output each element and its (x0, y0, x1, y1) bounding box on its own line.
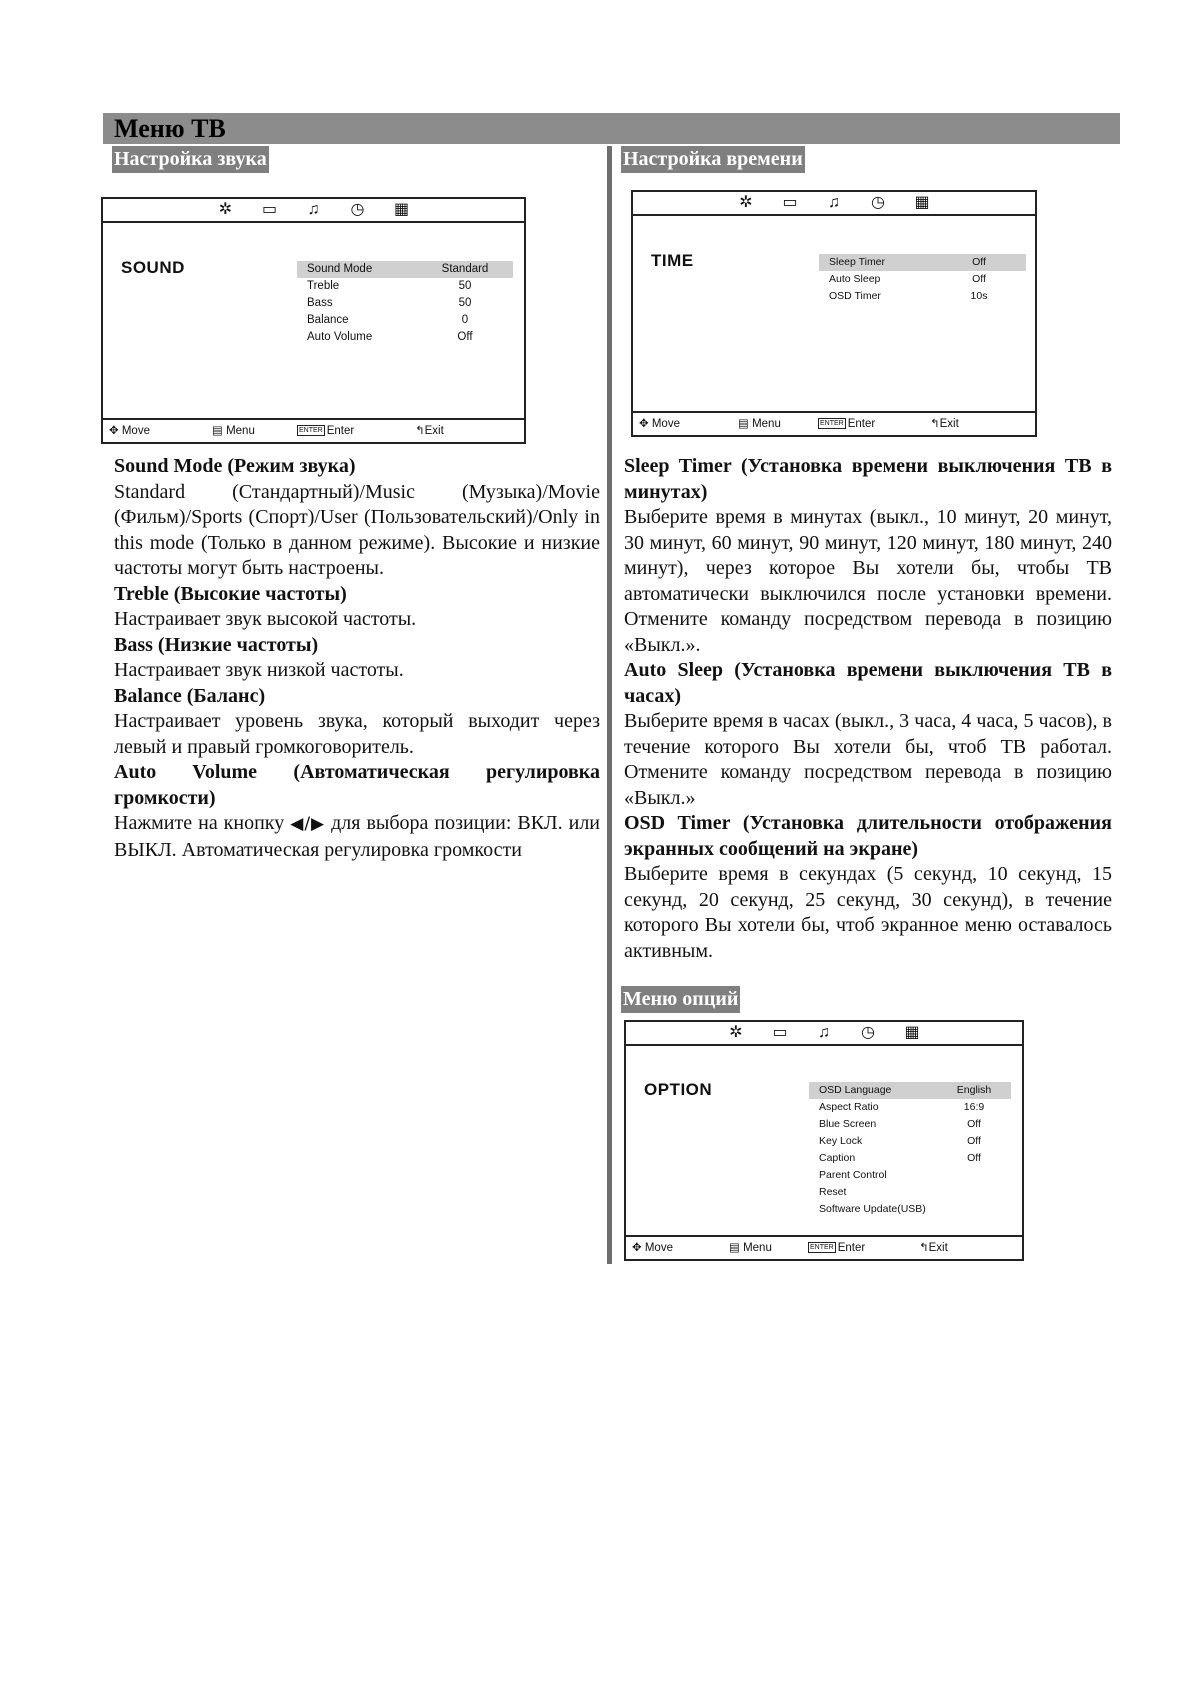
osd-timer-text: Выберите время в секундах (5 секунд, 10 секунд, 15 секунд, 20 секунд, 25 секунд, 30 секунд), в течение которого Вы хотели бы, чтоб экранное меню оставалось активным. (624, 863, 1112, 962)
music-note-icon[interactable]: ♫ (828, 194, 840, 211)
option-row[interactable] (297, 312, 513, 329)
option-value: Standard (441, 263, 489, 275)
move-arrows-icon: ✥ (639, 418, 649, 430)
option-list (819, 254, 1026, 305)
bass-heading: Bass (Низкие частоты) (114, 633, 319, 656)
grid-icon[interactable]: ▦ (914, 194, 930, 211)
enter-key-icon: ENTER (820, 420, 844, 428)
auto-volume-text-part1: Нажмите на кнопку (114, 812, 285, 834)
menu-icon: ▤ (212, 425, 223, 437)
option-name: Bass (307, 297, 333, 309)
sound-menu-screen (101, 197, 526, 444)
menu-hint (729, 1237, 772, 1259)
option-name: Balance (307, 314, 349, 326)
enter-hint (808, 1237, 865, 1259)
option-value: 50 (458, 297, 472, 309)
menu-label: Menu (752, 418, 781, 430)
section-label-option: Меню опций (621, 986, 740, 1013)
auto-volume-heading: Auto Volume (Автоматическая регулировка громкости) (114, 761, 600, 809)
column-divider (607, 146, 612, 1264)
option-name: Parent Control (819, 1169, 887, 1181)
move-arrows-icon: ✥ (109, 425, 119, 437)
option-row[interactable] (809, 1082, 1011, 1099)
menu-label: Menu (226, 425, 255, 437)
option-list (297, 261, 513, 346)
option-name: Aspect Ratio (819, 1101, 879, 1113)
balance-heading: Balance (Баланс) (114, 684, 266, 707)
sound-mode-text: Standard (Стандартный)/Music (Музыка)/Movie (Фильм)/Sports (Спорт)/User (Пользовательский)/Only in this mode (Только в данном режиме). Высокие и низкие частоты могут быть настроены. (114, 480, 600, 579)
section-label-sound: Настройка звука (112, 146, 269, 173)
move-hint (639, 413, 680, 435)
bass-text: Настраивает звук низкой частоты. (114, 659, 404, 681)
exit-label: Exit (424, 425, 444, 437)
option-value: Off (967, 1152, 981, 1164)
music-note-icon[interactable]: ♫ (818, 1024, 830, 1041)
sound-mode-heading: Sound Mode (Режим звука) (114, 455, 356, 477)
enter-key-icon: ENTER (299, 427, 323, 435)
exit-hint (930, 413, 959, 435)
option-name: Key Lock (819, 1135, 863, 1147)
option-row[interactable] (819, 288, 1026, 305)
menu-icon-bar (633, 192, 1035, 216)
option-value: 10s (970, 290, 988, 302)
move-hint (109, 420, 150, 442)
option-row[interactable] (297, 278, 513, 295)
option-row[interactable] (297, 329, 513, 346)
exit-hint (919, 1237, 948, 1259)
auto-sleep-heading: Auto Sleep (Установка времени выключения ТВ в часах) (624, 659, 1112, 707)
menu-icon-bar (103, 199, 524, 223)
clock-icon[interactable]: ◷ (871, 194, 885, 211)
move-label: Move (644, 1242, 673, 1254)
enter-label: Enter (847, 418, 876, 430)
option-value: English (956, 1084, 992, 1096)
option-name: Auto Volume (307, 331, 373, 343)
option-value: Off (972, 256, 986, 268)
grid-icon[interactable]: ▦ (904, 1024, 920, 1041)
option-row[interactable] (809, 1150, 1011, 1167)
return-arrow-icon: ↰ (415, 425, 425, 437)
clock-icon[interactable]: ◷ (350, 201, 365, 218)
time-description (624, 454, 1112, 964)
option-row[interactable] (809, 1167, 1011, 1184)
option-row[interactable] (809, 1116, 1011, 1133)
menu-title: OPTION (644, 1080, 713, 1099)
option-name: Blue Screen (819, 1118, 877, 1130)
menu-icon: ▤ (738, 418, 749, 430)
option-row[interactable] (297, 295, 513, 312)
monitor-icon[interactable]: ▭ (772, 1024, 788, 1041)
option-value: Off (457, 331, 473, 343)
gear-icon[interactable]: ✲ (739, 194, 753, 211)
exit-label: Exit (939, 418, 959, 430)
auto-volume-text (114, 811, 600, 863)
exit-label: Exit (928, 1242, 948, 1254)
option-value: Off (967, 1135, 981, 1147)
left-right-arrow-icon: ◀/▶ (290, 814, 326, 834)
sleep-timer-heading: Sleep Timer (Установка времени выключения ТВ в минутах) (624, 455, 1112, 503)
option-value: Off (967, 1118, 981, 1130)
gear-icon[interactable]: ✲ (218, 201, 233, 218)
option-name: Caption (819, 1152, 856, 1164)
move-hint (632, 1237, 673, 1259)
move-label: Move (121, 425, 150, 437)
option-menu-screen (624, 1020, 1024, 1261)
header-bar (103, 113, 1120, 144)
auto-volume-text-part2: для выбора позиции: ВКЛ. или ВЫКЛ. Автоматическая регулировка громкости (114, 812, 601, 861)
menu-hint (212, 420, 255, 442)
enter-label: Enter (326, 425, 355, 437)
menu-icon: ▤ (729, 1242, 740, 1254)
menu-footer (626, 1235, 1022, 1259)
move-arrows-icon: ✥ (632, 1242, 642, 1254)
option-row[interactable] (819, 271, 1026, 288)
exit-hint (415, 420, 444, 442)
time-menu-screen (631, 190, 1037, 437)
option-name: Software Update(USB) (819, 1203, 926, 1215)
option-name: Reset (819, 1186, 847, 1198)
option-row[interactable] (809, 1184, 1011, 1201)
return-arrow-icon: ↰ (919, 1242, 929, 1254)
option-name: Treble (307, 280, 340, 292)
menu-label: Menu (743, 1242, 772, 1254)
option-value: 0 (461, 314, 469, 326)
option-row[interactable] (819, 254, 1026, 271)
option-row[interactable] (809, 1099, 1011, 1116)
option-list (809, 1082, 1011, 1218)
treble-text: Настраивает звук высокой частоты. (114, 608, 417, 630)
gear-icon[interactable]: ✲ (729, 1024, 743, 1041)
option-name: Sound Mode (307, 263, 373, 275)
auto-sleep-text: Выберите время в часах (выкл., 3 часа, 4 часа, 5 часов), в течение которого Вы хотели бы, чтоб ТВ работал. Отмените команду посредством перевода в позицию «Выкл.» (624, 710, 1112, 809)
grid-icon[interactable]: ▦ (393, 201, 410, 218)
sleep-timer-text: Выберите время в минутах (выкл., 10 минут, 20 минут, 30 минут, 60 минут, 90 минут, 120 минут, 180 минут, 240 минут), через которое Вы хотели бы, чтобы ТВ автоматически выключился после установки времени. Отмените команду посредством перевода в позицию «Выкл.». (624, 506, 1112, 656)
menu-icon-bar (626, 1022, 1022, 1046)
option-value: Off (972, 273, 986, 285)
enter-key-icon: ENTER (810, 1244, 834, 1252)
option-value: 16:9 (963, 1101, 985, 1113)
menu-footer (633, 411, 1035, 435)
move-label: Move (651, 418, 680, 430)
menu-footer (103, 418, 524, 442)
treble-heading: Treble (Высокие частоты) (114, 582, 347, 605)
menu-title: SOUND (121, 258, 185, 277)
sound-description (114, 454, 600, 863)
section-label-time: Настройка времени (621, 146, 805, 173)
enter-hint (818, 413, 875, 435)
option-name: OSD Language (819, 1084, 892, 1096)
music-note-icon[interactable]: ♫ (307, 201, 320, 218)
option-value: 50 (458, 280, 472, 292)
enter-hint (297, 420, 354, 442)
option-name: OSD Timer (829, 290, 881, 302)
option-row[interactable] (809, 1201, 1011, 1218)
option-row[interactable] (297, 261, 513, 278)
page-title: Меню ТВ (114, 114, 226, 143)
option-name: Sleep Timer (829, 256, 886, 268)
menu-title: TIME (651, 251, 694, 270)
option-row[interactable] (809, 1133, 1011, 1150)
return-arrow-icon: ↰ (930, 418, 940, 430)
balance-text: Настраивает уровень звука, который выходит через левый и правый громкоговоритель. (114, 710, 600, 758)
osd-timer-heading: OSD Timer (Установка длительности отображения экранных сообщений на экране) (624, 812, 1112, 860)
monitor-icon[interactable]: ▭ (261, 201, 278, 218)
enter-label: Enter (837, 1242, 866, 1254)
option-name: Auto Sleep (829, 273, 881, 285)
monitor-icon[interactable]: ▭ (782, 194, 798, 211)
clock-icon[interactable]: ◷ (861, 1024, 875, 1041)
menu-hint (738, 413, 781, 435)
